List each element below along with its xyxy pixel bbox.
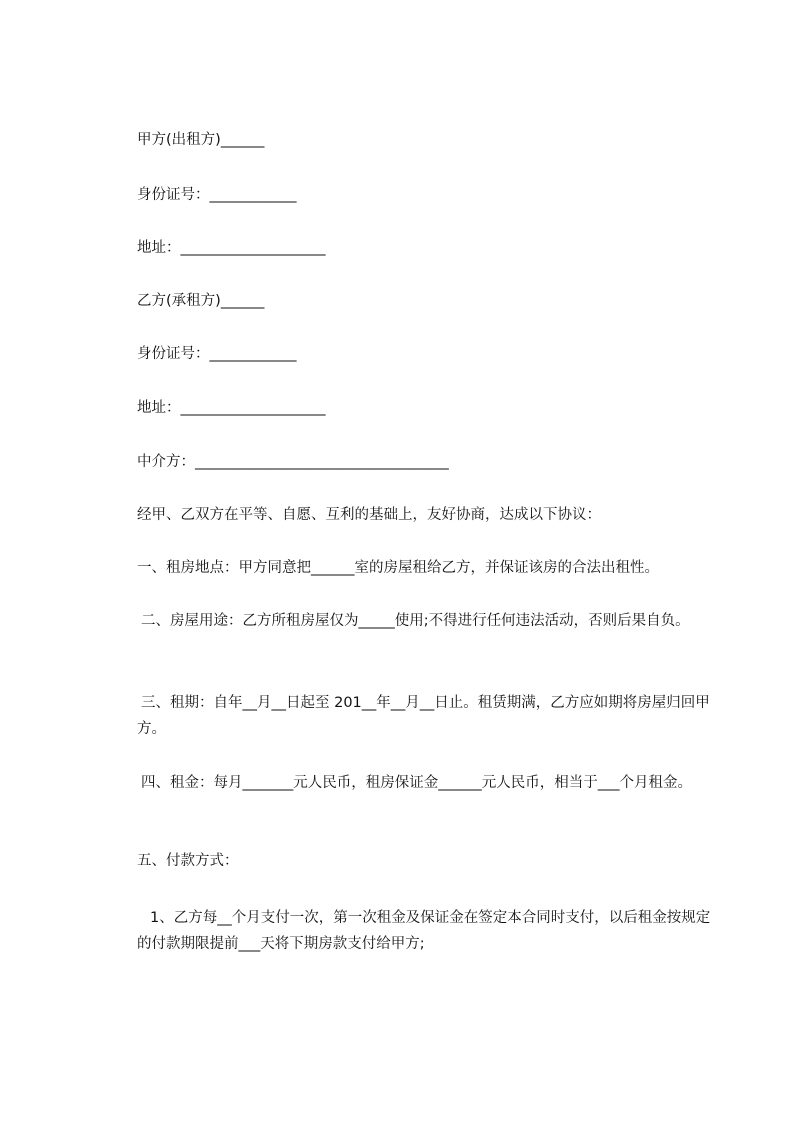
party-b-line: 乙方(承租方)______ xyxy=(137,293,265,309)
clause-payment-title: 五、付款方式： xyxy=(137,853,239,869)
clause-rent: 四、租金：每月_______元人民币，租房保证金______元人民币，相当于___个月租金。 xyxy=(141,775,692,791)
agent-line: 中介方：___________________________________ xyxy=(137,454,449,470)
clause-location: 一、租房地点：甲方同意把______室的房屋租给乙方，并保证该房的合法出租性。 xyxy=(137,560,659,576)
party-b-id-line: 身份证号：____________ xyxy=(137,346,297,362)
clause-usage: 二、房屋用途：乙方所租房屋仅为_____使用;不得进行任何违法活动，否则后果自负。 xyxy=(141,613,690,629)
party-a-id-line: 身份证号：____________ xyxy=(137,187,297,203)
party-b-address-line: 地址：____________________ xyxy=(137,400,326,416)
clause-payment-item-1: 1、乙方每__个月支付一次，第一次租金及保证金在签定本合同时支付，以后租金按规定的付款期限提前___天将下期房款支付给甲方; xyxy=(137,910,711,952)
party-a-line: 甲方(出租方)______ xyxy=(137,132,265,148)
party-a-address-line: 地址：____________________ xyxy=(137,240,326,256)
preamble-paragraph: 经甲、乙双方在平等、自愿、互利的基础上，友好协商，达成以下协议： xyxy=(137,507,601,523)
clause-term: 三、租期：自年__月__日起至 201__年__月__日止。租赁期满，乙方应如期将房屋归回甲方。 xyxy=(137,695,710,737)
